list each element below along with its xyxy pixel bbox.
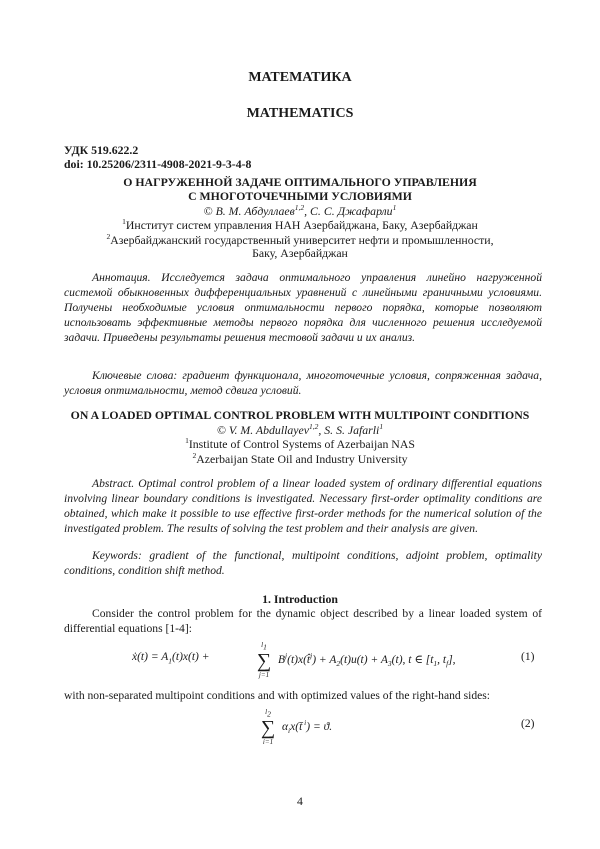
ru-aff1-sup: 1 [122,217,126,226]
ru-affiliation-2-city: Баку, Азербайджан [252,246,348,260]
page-number: 4 [297,794,303,808]
en-authors-mid: , S. S. Jafarli [318,422,380,437]
ru-keywords: Ключевые слова: градиент функционала, многоточечные условия, сопряженная задача, условия оптимальности, метод сдвига условий. [64,369,542,397]
en-authors-sup2: 1 [379,422,384,431]
ru-abstract: Аннотация. Исследуется задача оптимального управления линейно нагруженной системой обыкновенных дифференциальных уравнений с линейными граничными условиями. Получены необходимые условия оптимальности первого порядка, которые позволяют использовать эффективные методы первого порядка для численного решения исследуемой задачи. Приведены результаты решения тестовой задачи и их анализ. [64,271,542,344]
equation-2-number: (2) [521,718,535,730]
ru-aff2-sup: 2 [106,232,111,241]
equation-1-number: (1) [521,651,535,663]
introduction-paragraph-2: with non-separated multipoint conditions and with optimized values of the right-hand sides: [64,689,490,702]
en-title: ON A LOADED OPTIMAL CONTROL PROBLEM WITH MULTIPOINT CONDITIONS [70,408,530,422]
ru-title-line1: О НАГРУЖЕННОЙ ЗАДАЧЕ ОПТИМАЛЬНОГО УПРАВЛЕНИЯ [123,175,477,189]
en-affiliation-2 [0,451,600,467]
section-header-en: MATHEMATICS [246,106,354,121]
ru-aff1-text: Институт систем управления НАН Азербайджана, Баку, Азербайджан [125,217,478,232]
en-affiliation-1 [0,436,600,452]
ru-affiliation-1 [0,217,600,233]
introduction-paragraph-1: Consider the control problem for the dynamic object described by a linear loaded system of differential equations [1-4]: [64,607,542,635]
en-aff2-text: Azerbaijan State Oil and Industry University [196,451,408,466]
udc-code: УДК 519.622.2 [64,143,139,157]
introduction-heading: 1. Introduction [262,592,338,606]
ru-title-line2: С МНОГОТОЧЕЧНЫМИ УСЛОВИЯМИ [188,189,412,203]
equation-2: $l_2$ ∑ i=1 $\alpha_ix(t̄$ $^i$) = ϑ. [260,708,333,747]
ru-authors-prefix: © В. М. Абдуллаев [203,203,295,218]
en-aff2-sup: 2 [192,451,197,460]
en-authors-sup1: 1,2 [309,422,319,431]
en-abstract: Abstract. Optimal control problem of a linear loaded system of ordinary differential equations involving linear boundary conditions is investigated. Necessary first-order optimality conditions are obtained, which make it possible to use effective first-order methods for the numerical solution of the investigated problem. The results of solving the test problem and their analysis are given. [64,477,542,535]
section-header-ru: МАТЕМАТИКА [248,70,352,85]
ru-authors-sup2: 1 [392,203,397,212]
en-authors-prefix: © V. M. Abdullayev [216,422,309,437]
ru-aff2-text: Азербайджанский государственный университет нефти и промышленности, [110,232,494,247]
ru-authors-mid: , С. С. Джафарли [304,203,393,218]
en-keywords: Keywords: gradient of the functional, multipoint conditions, adjoint problem, optimality conditions, condition shift method. [64,549,542,577]
ru-authors-sup1: 1,2 [294,203,305,212]
equation-1: ẋ(t) = $A_1(t)x(t)$ + $l_1$ ∑ j=1 $B^j(t)x(t̂^j) + A_2(t)u(t) + A_3(t)$, t ∈ [$t_1$, $t_f$], [132,641,456,680]
doi: doi: 10.25206/2311-4908-2021-9-3-4-8 [64,157,252,171]
en-aff1-sup: 1 [185,436,189,445]
en-aff1-text: Institute of Control Systems of Azerbaijan NAS [188,436,415,451]
